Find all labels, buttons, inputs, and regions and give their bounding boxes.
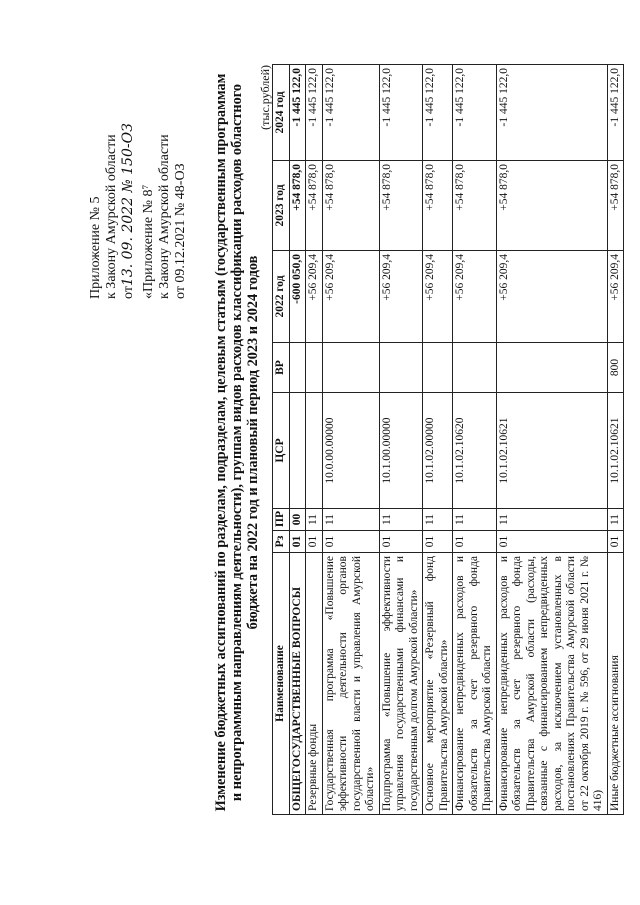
row-pr: 11 — [496, 509, 607, 531]
row-vr — [379, 343, 423, 393]
row-2022: +56 209,4 — [379, 251, 423, 343]
header-cell: 2024 год — [273, 65, 290, 161]
table-row — [289, 65, 306, 815]
appendix-line: Приложение № 5 — [88, 196, 103, 299]
row-2022: +56 209,4 — [496, 251, 607, 343]
row-vr — [453, 343, 497, 393]
row-2024: -1 445 122,0 — [453, 65, 497, 161]
row-csr: 10.1.02.10621 — [496, 393, 607, 509]
row-2024: -1 445 122,0 — [306, 65, 323, 161]
document-title: Изменение бюджетных ассигнований по разделам, подразделам, целевым статьям (государственным программам и непрограммным направлениям деятельности), группам видов расходов классификации расходов областного бюджета на 2022 год и плановый период 2023 и 2024 годов — [213, 73, 261, 812]
row-2024: -1 445 122,0 — [379, 65, 423, 161]
row-name: Государственная программа «Повышение эффективности деятельности органов государственной власти и управления Амурской области» — [322, 553, 379, 815]
row-pr: 11 — [379, 509, 423, 531]
row-name: ОБЩЕГОСУДАРСТВЕННЫЕ ВОПРОСЫ — [289, 553, 306, 815]
row-name: Основное мероприятие «Резервный фонд Правительства Амурской области» — [423, 553, 453, 815]
row-rz: 01 — [322, 531, 379, 553]
row-csr — [289, 393, 306, 509]
row-name: Подпрограмма «Повышение эффективности управления государственными финансами и государственным долгом Амурской области» — [379, 553, 423, 815]
row-rz: 01 — [496, 531, 607, 553]
row-rz: 01 — [607, 531, 624, 553]
row-vr — [322, 343, 379, 393]
row-csr: 10.1.02.10620 — [453, 393, 497, 509]
row-rz: 01 — [423, 531, 453, 553]
row-rz: 01 — [289, 531, 306, 553]
appendix-line: к Закону Амурской области — [104, 134, 119, 299]
row-2022: +56 209,4 — [322, 251, 379, 343]
row-2023: +54 878,0 — [496, 161, 607, 251]
appendix-line: «Приложение № 8⁷ — [141, 184, 156, 299]
row-2023: +54 878,0 — [453, 161, 497, 251]
header-cell: 2022 год — [273, 251, 290, 343]
row-csr: 10.1.02.00000 — [423, 393, 453, 509]
table-header-row — [273, 65, 290, 815]
row-pr: 00 — [289, 509, 306, 531]
appendix-line: от 09.12.2021 № 48-ОЗ — [173, 163, 188, 299]
row-2022: +56 209,4 — [423, 251, 453, 343]
row-rz: 01 — [379, 531, 423, 553]
row-2024: -1 445 122,0 — [289, 65, 306, 161]
appendix-date-line — [120, 39, 137, 299]
row-2023: +54 878,0 — [322, 161, 379, 251]
row-csr — [306, 393, 323, 509]
row-2024: -1 445 122,0 — [423, 65, 453, 161]
row-name: Финансирование непредвиденных расходов и обязательств за счет резервного фонда Правительства Амурской области (расходы, связанные с финансированием непредвиденных расходов, за исключением установленных в постановлениях Правительства Амурской области от 22 октября 2019 г. № 596, от 29 июня 2021 г. № 416) — [496, 553, 607, 815]
appendix-block — [88, 39, 189, 299]
row-2022: +56 209,4 — [453, 251, 497, 343]
row-rz: 01 — [306, 531, 323, 553]
row-vr — [423, 343, 453, 393]
row-vr — [289, 343, 306, 393]
table-row — [607, 65, 624, 815]
row-2023: +54 878,0 — [306, 161, 323, 251]
header-cell: 2023 год — [273, 161, 290, 251]
row-pr: 11 — [423, 509, 453, 531]
table-row — [306, 65, 323, 815]
header-cell: Рз — [273, 531, 290, 553]
appendix-line: к Закону Амурской области — [157, 134, 172, 299]
units-label: (тыс.рублей) — [258, 65, 272, 130]
row-vr — [496, 343, 607, 393]
header-cell: ПР — [273, 509, 290, 531]
row-2024: -1 445 122,0 — [607, 65, 624, 161]
header-cell: ЦСР — [273, 393, 290, 509]
handwritten-date-number: 13. 09. 2022 № 150-ОЗ — [120, 123, 136, 287]
table-row — [379, 65, 423, 815]
row-csr: 10.0.00.00000 — [322, 393, 379, 509]
row-pr: 11 — [322, 509, 379, 531]
row-2022: +56 209,4 — [306, 251, 323, 343]
row-2023: +54 878,0 — [607, 161, 624, 251]
row-pr: 11 — [453, 509, 497, 531]
row-pr: 11 — [607, 509, 624, 531]
table-row — [453, 65, 497, 815]
row-2022: -600 050,0 — [289, 251, 306, 343]
budget-table — [272, 64, 624, 815]
row-2023: +54 878,0 — [379, 161, 423, 251]
header-cell: ВР — [273, 343, 290, 393]
row-2023: +54 878,0 — [423, 161, 453, 251]
row-rz: 01 — [453, 531, 497, 553]
row-name: Резервные фонды — [306, 553, 323, 815]
row-2024: -1 445 122,0 — [322, 65, 379, 161]
appendix-date-prefix: от — [121, 286, 136, 299]
row-name: Финансирование непредвиденных расходов и обязательств за счет резервного фонда Правительства Амурской области — [453, 553, 497, 815]
row-vr: 800 — [607, 343, 624, 393]
header-cell: Наименование — [273, 553, 290, 815]
table-row — [322, 65, 379, 815]
row-vr — [306, 343, 323, 393]
row-2022: +56 209,4 — [607, 251, 624, 343]
row-pr: 11 — [306, 509, 323, 531]
table-row — [423, 65, 453, 815]
table-row — [496, 65, 607, 815]
row-csr: 10.1.00.00000 — [379, 393, 423, 509]
row-csr: 10.1.02.10621 — [607, 393, 624, 509]
row-name: Иные бюджетные ассигнования — [607, 553, 624, 815]
row-2024: -1 445 122,0 — [496, 65, 607, 161]
row-2023: +54 878,0 — [289, 161, 306, 251]
